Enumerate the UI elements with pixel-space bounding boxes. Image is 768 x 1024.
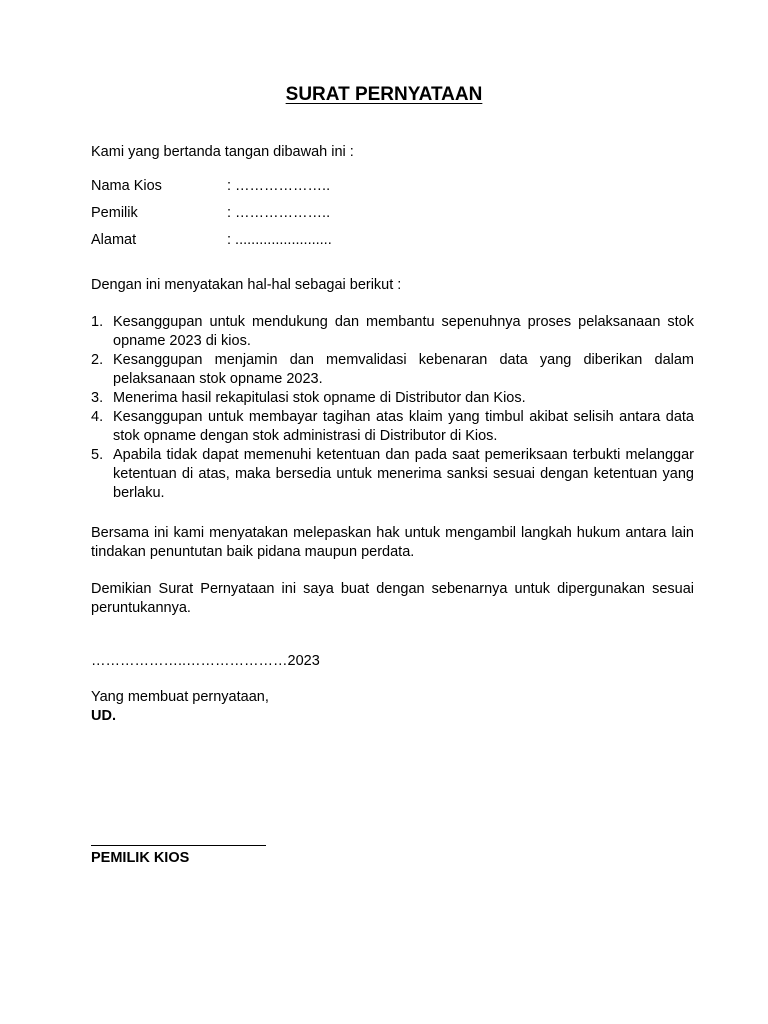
- signature-line: [91, 845, 266, 846]
- list-number: 5.: [91, 447, 104, 463]
- field-value: : ........................: [227, 232, 332, 248]
- list-number: 4.: [91, 409, 104, 425]
- list-item: [91, 351, 694, 389]
- list-text: Kesanggupan untuk membayar tagihan atas klaim yang timbul akibat selisih antara data stok opname dengan stok administrasi di Distributor di Kios.: [113, 409, 694, 444]
- intro-text: Kami yang bertanda tangan dibawah ini :: [91, 144, 354, 160]
- date-line: ………………..…………………2023: [91, 653, 320, 669]
- list-number: 3.: [91, 390, 104, 406]
- field-row-pemilik: [91, 204, 491, 223]
- statement-list: [91, 313, 694, 503]
- list-item: [91, 408, 694, 446]
- list-item: [91, 313, 694, 351]
- field-row-nama-kios: [91, 177, 491, 196]
- waiver-paragraph: Bersama ini kami menyatakan melepaskan hak untuk mengambil langkah hukum antara lain tindakan penuntutan baik pidana maupun perdata.: [91, 525, 694, 560]
- list-text: Apabila tidak dapat memenuhi ketentuan dan pada saat pemeriksaan terbukti melanggar ketentuan di atas, maka bersedia untuk menerima sanksi sesuai dengan ketentuan yang berlaku.: [113, 447, 694, 501]
- statement-intro: Dengan ini menyatakan hal-hal sebagai berikut :: [91, 277, 402, 293]
- field-row-alamat: [91, 231, 491, 250]
- list-text: Menerima hasil rekapitulasi stok opname di Distributor dan Kios.: [113, 390, 526, 406]
- list-text: Kesanggupan untuk mendukung dan membantu sepenuhnya proses pelaksanaan stok opname 2023 di kios.: [113, 314, 694, 349]
- field-label: Alamat: [91, 232, 137, 248]
- list-number: 1.: [91, 314, 104, 330]
- closing-paragraph: Demikian Surat Pernyataan ini saya buat dengan sebenarnya untuk dipergunakan sesuai peruntukannya.: [91, 581, 694, 616]
- list-text: Kesanggupan menjamin dan memvalidasi kebenaran data yang diberikan dalam pelaksanaan stok opname 2023.: [113, 352, 694, 387]
- field-value: : ………………..: [227, 178, 331, 194]
- company-name: UD.: [91, 708, 116, 724]
- document-title: SURAT PERNYATAAN: [285, 84, 483, 105]
- field-label: Pemilik: [91, 205, 138, 221]
- field-value: : ………………..: [227, 205, 331, 221]
- field-label: Nama Kios: [91, 178, 162, 194]
- list-item: [91, 446, 694, 503]
- list-item: [91, 389, 694, 408]
- owner-label: PEMILIK KIOS: [91, 850, 190, 866]
- maker-label: Yang membuat pernyataan,: [91, 689, 269, 705]
- list-number: 2.: [91, 352, 104, 368]
